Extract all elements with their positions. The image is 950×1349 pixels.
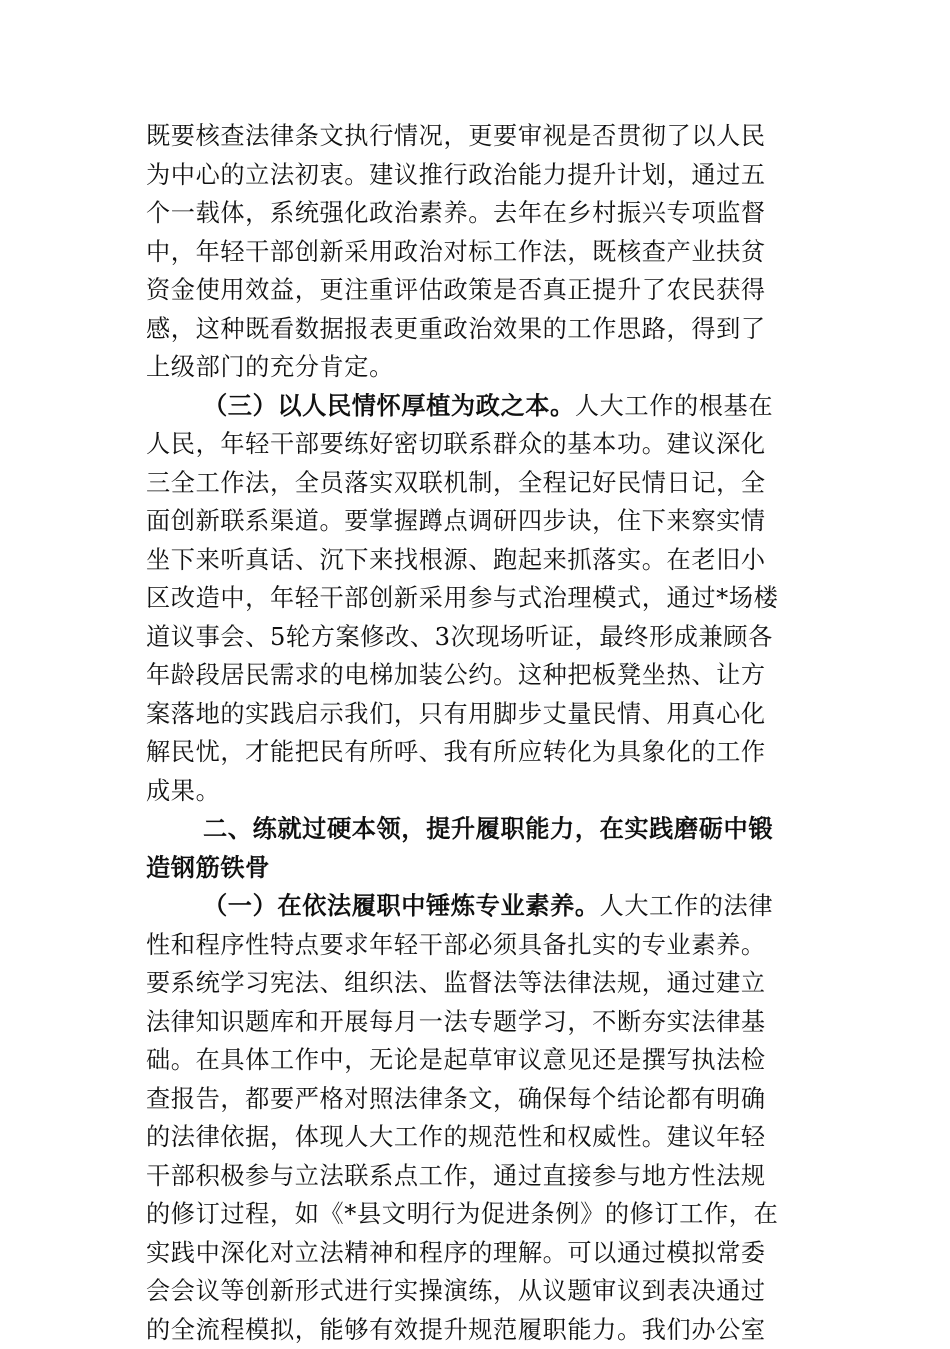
text-line: 上级部门的充分肯定。 (146, 348, 806, 387)
section-heading (146, 810, 806, 887)
text-run: 人大工作的根基在 (575, 392, 773, 420)
text-line: 的修订过程，如《*县文明行为促进条例》的修订工作，在 (146, 1195, 806, 1234)
text-line: 道议事会、5轮方案修改、3次现场听证，最终形成兼顾各 (146, 618, 806, 657)
text-line: 人民，年轻干部要练好密切联系群众的基本功。建议深化 (146, 425, 806, 464)
text-line (146, 887, 806, 926)
text-line: 成果。 (146, 772, 806, 811)
text-line (146, 387, 806, 426)
text-line: 既要核查法律条文执行情况，更要审视是否贯彻了以人民 (146, 117, 806, 156)
section-heading-line: 二、练就过硬本领，提升履职能力，在实践磨砺中锻 (146, 810, 806, 849)
text-line: 年龄段居民需求的电梯加装公约。这种把板凳坐热、让方 (146, 656, 806, 695)
text-line: 查报告，都要严格对照法律条文，确保每个结论都有明确 (146, 1080, 806, 1119)
text-line: 坐下来听真话、沉下来找根源、跑起来抓落实。在老旧小 (146, 541, 806, 580)
text-line: 解民忧，才能把民有所呼、我有所应转化为具象化的工作 (146, 733, 806, 772)
paragraph-people-sentiment (146, 387, 806, 811)
text-line: 资金使用效益，更注重评估政策是否真正提升了农民获得 (146, 271, 806, 310)
text-line: 会会议等创新形式进行实操演练，从议题审议到表决通过 (146, 1272, 806, 1311)
text-run: 人大工作的法律 (600, 892, 774, 920)
text-line: 实践中深化对立法精神和程序的理解。可以通过模拟常委 (146, 1234, 806, 1273)
text-line: 础。在具体工作中，无论是起草审议意见还是撰写执法检 (146, 1041, 806, 1080)
subsection-heading: （一）在依法履职中锤炼专业素养。 (203, 891, 600, 920)
text-line: 区改造中，年轻干部创新采用参与式治理模式，通过*场楼 (146, 579, 806, 618)
text-line: 干部积极参与立法联系点工作，通过直接参与地方性法规 (146, 1157, 806, 1196)
section-heading-line: 造钢筋铁骨 (146, 849, 806, 888)
text-line: 三全工作法，全员落实双联机制，全程记好民情日记，全 (146, 464, 806, 503)
paragraph-continuation (146, 117, 806, 387)
text-line: 为中心的立法初衷。建议推行政治能力提升计划，通过五 (146, 156, 806, 195)
subsection-heading: （三）以人民情怀厚植为政之本。 (203, 391, 575, 420)
text-line: 的法律依据，体现人大工作的规范性和权威性。建议年轻 (146, 1118, 806, 1157)
text-line: 性和程序性特点要求年轻干部必须具备扎实的专业素养。 (146, 926, 806, 965)
text-line: 个一载体，系统强化政治素养。去年在乡村振兴专项监督 (146, 194, 806, 233)
text-line: 中，年轻干部创新采用政治对标工作法，既核查产业扶贫 (146, 233, 806, 272)
text-line: 要系统学习宪法、组织法、监督法等法律法规，通过建立 (146, 964, 806, 1003)
text-line: 的全流程模拟，能够有效提升规范履职能力。我们办公室 (146, 1311, 806, 1349)
text-line: 感，这种既看数据报表更重政治效果的工作思路，得到了 (146, 310, 806, 349)
text-line: 案落地的实践启示我们，只有用脚步丈量民情、用真心化 (146, 695, 806, 734)
document-body (146, 117, 806, 1349)
text-line: 法律知识题库和开展每月一法专题学习，不断夯实法律基 (146, 1003, 806, 1042)
text-line: 面创新联系渠道。要掌握蹲点调研四步诀，住下来察实情 (146, 502, 806, 541)
paragraph-professional-quality (146, 887, 806, 1349)
